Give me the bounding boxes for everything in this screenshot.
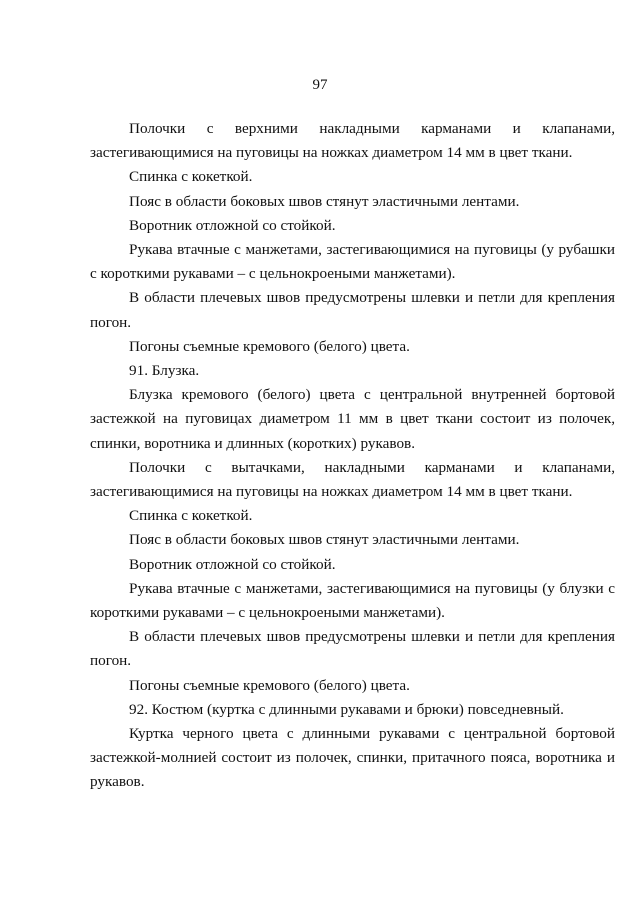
paragraph: Воротник отложной со стойкой. <box>129 216 336 234</box>
paragraph: Спинка с кокеткой. <box>129 507 253 525</box>
paragraph: Куртка черного цвета с длинными рукавами с центральной бортовой застежкой-молнией состоит из полочек, спинки, притачного пояса, воротника и рукавов. <box>90 725 615 791</box>
paragraph: Спинка с кокеткой. <box>129 168 253 186</box>
paragraph: В области плечевых швов предусмотрены шлевки и петли для крепления погон. <box>90 289 615 331</box>
paragraph: Рукава втачные с манжетами, застегивающимися на пуговицы (у рубашки с короткими рукавами – с цельнокроеными манжетами). <box>90 241 615 283</box>
paragraph: Полочки с верхними накладными карманами и клапанами, застегивающимися на пуговицы на ножках диаметром 14 мм в цвет ткани. <box>90 120 615 162</box>
section-heading: 92. Костюм (куртка с длинными рукавами и брюки) повседневный. <box>129 700 564 718</box>
paragraph: Рукава втачные с манжетами, застегивающимися на пуговицы (у блузки с короткими рукавами – с цельнокроеными манжетами). <box>90 579 615 622</box>
document-body <box>90 117 615 795</box>
page-number: 97 <box>312 77 328 93</box>
paragraph: Полочки с вытачками, накладными карманами и клапанами, застегивающимися на пуговицы на ножках диаметром 14 мм в цвет ткани. <box>90 458 615 501</box>
paragraph: В области плечевых швов предусмотрены шлевки и петли для крепления погон. <box>90 628 615 670</box>
section-heading: 91. Блузка. <box>129 362 200 380</box>
paragraph: Воротник отложной со стойкой. <box>129 555 336 573</box>
paragraph: Погоны съемные кремового (белого) цвета. <box>129 337 410 355</box>
paragraph: Пояс в области боковых швов стянут эластичными лентами. <box>129 192 520 210</box>
paragraph: Пояс в области боковых швов стянут эластичными лентами. <box>129 531 520 549</box>
paragraph: Блузка кремового (белого) цвета с центральной внутренней бортовой застежкой на пуговицах диаметром 11 мм в цвет ткани состоит из полочек, спинки, воротника и длинных (коротких) рукавов. <box>90 386 615 452</box>
paragraph: Погоны съемные кремового (белого) цвета. <box>129 676 410 694</box>
